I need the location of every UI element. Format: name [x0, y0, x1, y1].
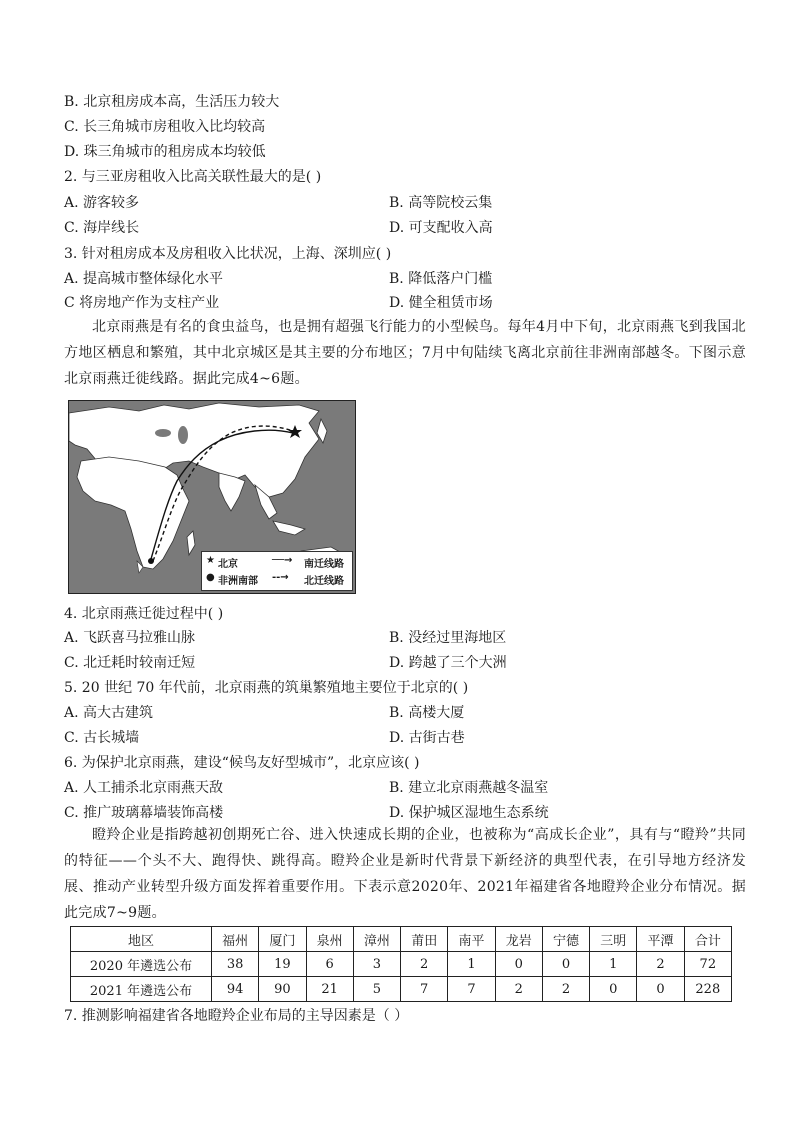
table-header: 合计 [684, 927, 731, 952]
q5-stem: 5. 20 世纪 70 年代前，北京雨燕的筑巢繁殖地主要位于北京的( ) [64, 680, 469, 696]
q3-option-d: D. 健全租赁市场 [389, 295, 493, 311]
gazelle-passage: 瞪羚企业是指跨越初创期死亡谷、进入快速成长期的企业，也被称为“高成长企业”，具有与“瞪羚”共同的特征——个头不大、跑得快、跳得高。瞪羚企业是新时代背景下新经济的典型代表，在引导地方经济发展、推动产业转型升级方面发挥着重要作用。下表示意2020年、2021年福建省各地瞪羚企业分布情况。据此完成7~9题。 [64, 827, 746, 921]
q4-option-d: D. 跨越了三个大洲 [389, 655, 507, 671]
table-cell: 2020 年遴选公布 [71, 952, 212, 977]
table-row [71, 977, 732, 1002]
q3-option-b: B. 降低落户门槛 [389, 271, 493, 287]
table-cell: 38 [212, 952, 259, 977]
table-header: 平潭 [637, 927, 684, 952]
gazelle-enterprise-table [70, 926, 732, 1002]
q5-option-b: B. 高楼大厦 [389, 705, 465, 721]
table-cell: 228 [684, 977, 731, 1002]
q4-stem: 4. 北京雨燕迁徙过程中( ) [64, 606, 224, 622]
q5-option-d: D. 古街古巷 [389, 730, 465, 746]
legend-beijing: 北京 [218, 559, 238, 570]
table-cell: 2 [542, 977, 589, 1002]
q2-option-a: A. 游客较多 [64, 195, 140, 211]
table-header: 地区 [71, 927, 212, 952]
legend-solid-arrow-icon: ──→ [272, 555, 293, 566]
table-header: 宁德 [542, 927, 589, 952]
map-legend [201, 551, 353, 591]
table-cell: 2021 年遴选公布 [71, 977, 212, 1002]
q3-stem: 3. 针对租房成本及房租收入比状况，上海、深圳应( ) [64, 246, 392, 262]
q3-option-c: C 将房地产作为支柱产业 [64, 295, 220, 311]
table-cell: 2 [495, 977, 542, 1002]
q4-option-c: C. 北迁耗时较南迁短 [64, 655, 196, 671]
q1-option-c: C. 长三角城市房租收入比均较高 [64, 119, 266, 135]
q6-option-c: C. 推广玻璃幕墙装饰高楼 [64, 805, 224, 821]
table-cell: 7 [448, 977, 495, 1002]
table-cell: 5 [353, 977, 400, 1002]
q7-stem: 7. 推测影响福建省各地瞪羚企业布局的主导因素是（ ） [64, 1008, 409, 1024]
table-header: 龙岩 [495, 927, 542, 952]
q3-option-a: A. 提高城市整体绿化水平 [64, 271, 224, 287]
caspian-sea [178, 426, 188, 444]
table-header: 南平 [448, 927, 495, 952]
q2-option-d: D. 可支配收入高 [389, 220, 493, 236]
table-cell: 90 [259, 977, 306, 1002]
table-cell: 94 [212, 977, 259, 1002]
table-cell: 0 [495, 952, 542, 977]
table-cell: 0 [590, 977, 637, 1002]
q5-option-a: A. 高大古建筑 [64, 705, 154, 721]
table-cell: 19 [259, 952, 306, 977]
table-cell: 0 [637, 977, 684, 1002]
swift-migration-map [68, 400, 356, 594]
table-row [71, 952, 732, 977]
table-header: 漳州 [353, 927, 400, 952]
table-cell: 3 [353, 952, 400, 977]
table-header-row [71, 927, 732, 952]
q6-stem: 6. 为保护北京雨燕，建设“候鸟友好型城市”，北京应该( ) [64, 755, 420, 771]
legend-south-africa: 非洲南部 [218, 576, 258, 587]
table-cell: 7 [401, 977, 448, 1002]
black-sea [155, 429, 171, 437]
q6-option-b: B. 建立北京雨燕越冬温室 [389, 780, 549, 796]
q4-option-a: A. 飞跃喜马拉雅山脉 [64, 630, 196, 646]
legend-star-icon: ★ [206, 555, 215, 566]
q5-option-c: C. 古长城墙 [64, 730, 140, 746]
table-header: 莆田 [401, 927, 448, 952]
swift-passage: 北京雨燕是有名的食虫益鸟，也是拥有超强飞行能力的小型候鸟。每年4月中下旬，北京雨燕飞到我国北方地区栖息和繁殖，其中北京城区是其主要的分布地区；7月中旬陆续飞离北京前往非洲南部越冬。下图示意北京雨燕迁徙线路。据此完成4~6题。 [64, 319, 746, 387]
q2-stem: 2. 与三亚房租收入比高关联性最大的是( ) [64, 169, 322, 185]
q1-option-d: D. 珠三角城市的租房成本均较低 [64, 144, 266, 160]
table-cell: 72 [684, 952, 731, 977]
south-africa-dot-icon [148, 558, 154, 564]
legend-dashed-arrow-icon: --→ [272, 572, 289, 583]
table-header: 三明 [590, 927, 637, 952]
legend-dot-icon: ● [206, 572, 215, 583]
legend-north-route: 北迁线路 [304, 576, 344, 587]
table-cell: 21 [306, 977, 353, 1002]
table-cell: 2 [401, 952, 448, 977]
table-header: 厦门 [259, 927, 306, 952]
table-cell: 0 [542, 952, 589, 977]
q1-option-b: B. 北京租房成本高，生活压力较大 [64, 94, 280, 110]
q4-option-b: B. 没经过里海地区 [389, 630, 507, 646]
table-cell: 1 [590, 952, 637, 977]
table-cell: 2 [637, 952, 684, 977]
table-header: 泉州 [306, 927, 353, 952]
table-header: 福州 [212, 927, 259, 952]
q6-option-a: A. 人工捕杀北京雨燕天敌 [64, 780, 224, 796]
table-cell: 1 [448, 952, 495, 977]
table-cell: 6 [306, 952, 353, 977]
legend-south-route: 南迁线路 [304, 559, 344, 570]
q2-option-b: B. 高等院校云集 [389, 195, 493, 211]
q2-option-c: C. 海岸线长 [64, 220, 140, 236]
q6-option-d: D. 保护城区湿地生态系统 [389, 805, 549, 821]
